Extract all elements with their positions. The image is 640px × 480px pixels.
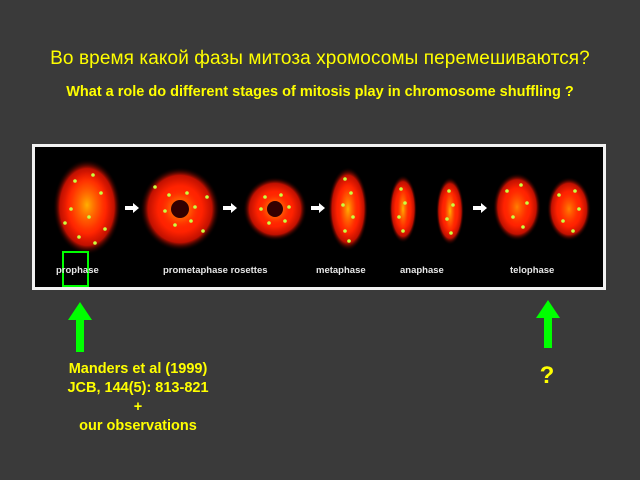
citation-journal: JCB, 144(5): 813-821 <box>67 380 209 396</box>
prophase-up-arrow-icon <box>68 302 92 352</box>
metaphase-nucleus <box>328 167 368 251</box>
citation-authors: Manders et al (1999) <box>68 361 208 377</box>
prometaphase-nucleus <box>140 167 220 251</box>
stage-label-prometaphase: prometaphase rosettes <box>163 265 268 276</box>
slide-title-russian: Во время какой фазы митоза хромосомы перемешиваются? <box>50 48 590 69</box>
telophase-up-arrow-icon <box>536 300 560 348</box>
stage-label-anaphase: anaphase <box>400 265 444 276</box>
stage-label-telophase: telophase <box>510 265 555 276</box>
slide-title-english: What a role do different stages of mitosis play in chromosome shuffling ? <box>66 84 574 100</box>
telophase-nuclei <box>493 173 591 241</box>
anaphase-nuclei <box>389 175 464 245</box>
prometaphase-rosette-nucleus <box>243 177 307 241</box>
citation-block <box>18 360 258 436</box>
telophase-question-mark: ? <box>539 362 555 389</box>
citation-observations: our observations <box>79 418 197 434</box>
mitosis-figure-panel <box>32 144 606 290</box>
stage-label-metaphase: metaphase <box>316 265 366 276</box>
prophase-nucleus <box>53 159 121 255</box>
citation-plus: + <box>133 399 143 415</box>
stage-label-prophase: prophase <box>56 265 99 276</box>
